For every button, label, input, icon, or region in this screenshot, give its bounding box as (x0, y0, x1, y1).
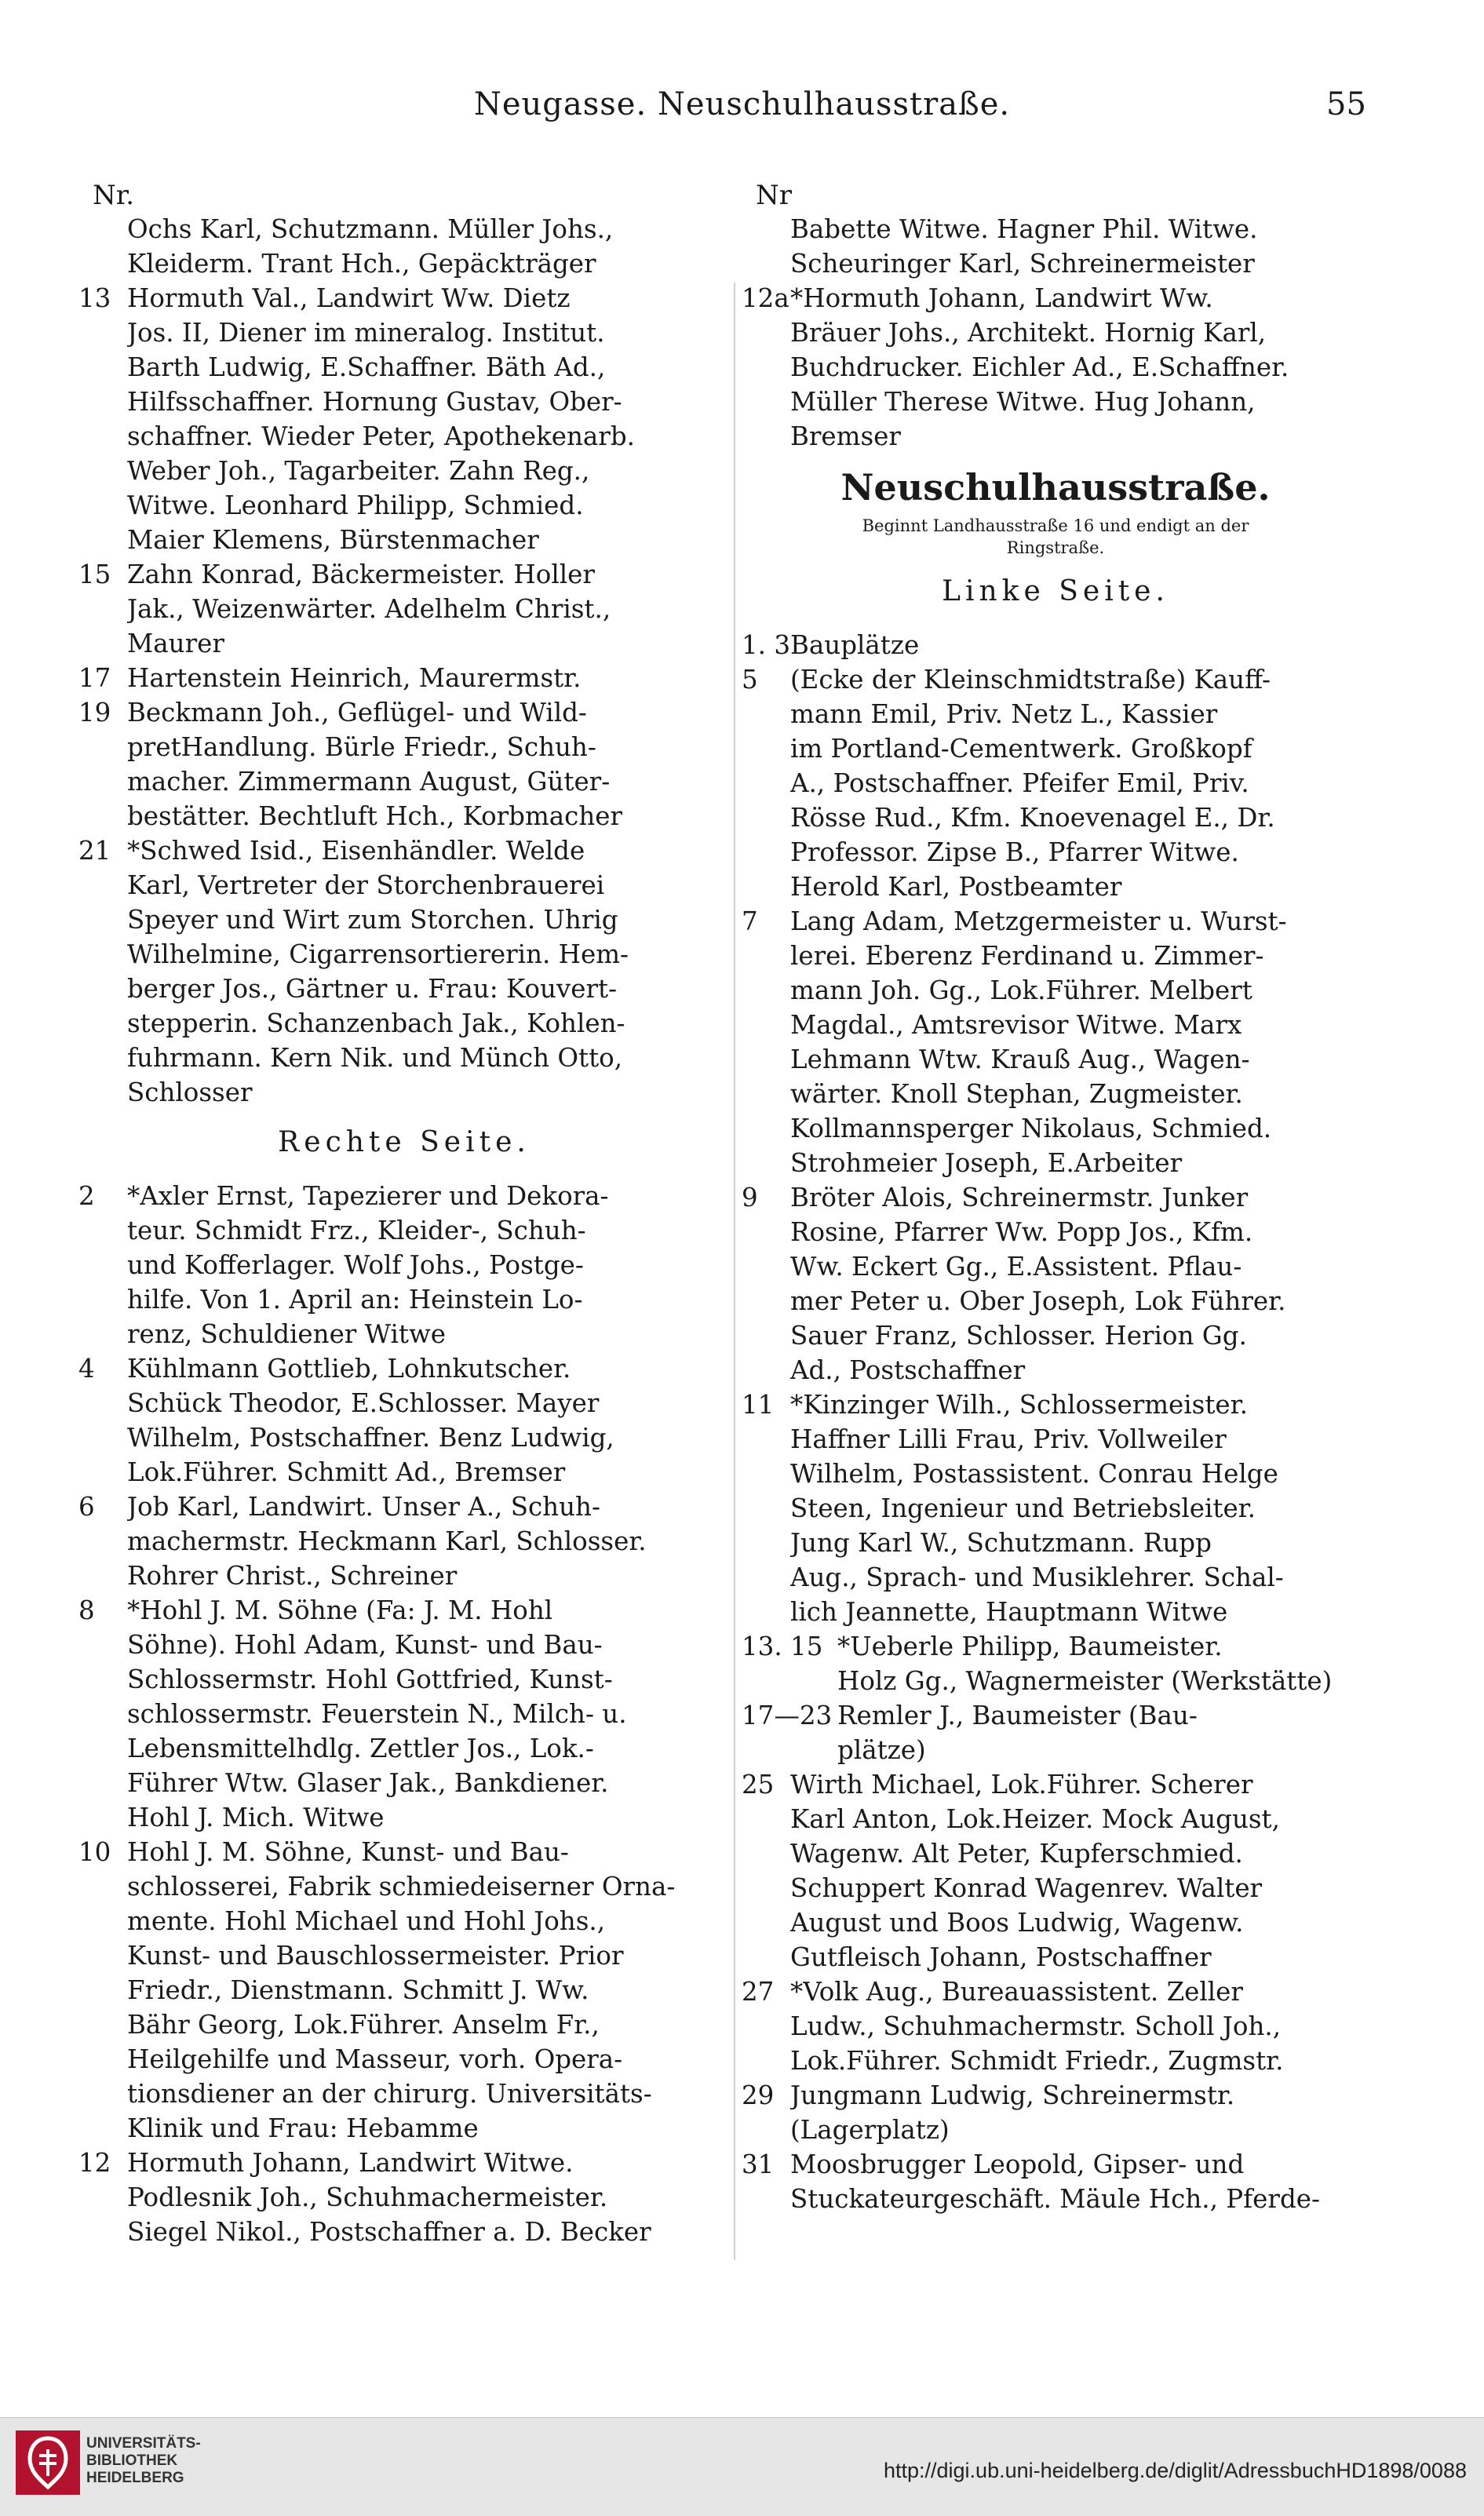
entry-line: mann Joh. Gg., Lok.Führer. Melbert (790, 975, 1252, 1005)
right-entries (742, 212, 1369, 454)
house-number: 4 (78, 1354, 95, 1384)
address-entry (78, 1179, 730, 1351)
address-entry (78, 695, 730, 833)
entry-line: Karl, Vertreter der Storchenbrauerei (127, 870, 605, 900)
address-entry (78, 1593, 730, 1835)
address-entry (742, 1975, 1369, 2078)
entry-line: *Ueberle Philipp, Baumeister. (837, 1632, 1223, 1661)
right-column (742, 179, 1369, 2216)
address-entry (78, 1835, 730, 2146)
entry-line: wärter. Knoll Stephan, Zugmeister. (790, 1079, 1243, 1109)
section-heading-right-side: Rechte Seite. (278, 1126, 531, 1158)
entry-line: Lebensmittelhdlg. Zettler Jos., Lok.- (127, 1734, 594, 1763)
address-entry (78, 833, 730, 1110)
column-divider (734, 283, 735, 2260)
entry-line: Wagenw. Alt Peter, Kupferschmied. (790, 1839, 1243, 1869)
entry-line: Klinik und Frau: Hebamme (127, 2113, 479, 2143)
entry-line: Scheuringer Karl, Schreinermeister (790, 249, 1255, 279)
entry-line: im Portland-Cementwerk. Großkopf (790, 734, 1252, 764)
entry-line: Kollmannsperger Nikolaus, Schmied. (790, 1114, 1272, 1143)
entry-line: Lang Adam, Metzgermeister u. Wurst- (790, 906, 1287, 936)
university-library-logo-icon (16, 2430, 80, 2495)
entry-line: Speyer und Wirt zum Storchen. Uhrig (127, 905, 618, 935)
street-heading: Neuschulhausstraße. (840, 466, 1271, 509)
right-column-number-label: Nr (756, 180, 793, 211)
entry-line: mente. Hohl Michael und Hohl Johs., (127, 1906, 606, 1936)
entry-line: und Kofferlager. Wolf Johs., Postge- (127, 1250, 584, 1280)
entry-line: Beckmann Joh., Geflügel- und Wild- (127, 698, 587, 727)
entry-line: Strohmeier Joseph, E.Arbeiter (790, 1148, 1183, 1178)
entry-line: Stuckateurgeschäft. Mäule Hch., Pferde- (790, 2184, 1320, 2214)
entry-line: Haffner Lilli Frau, Priv. Vollweiler (790, 1424, 1227, 1454)
entry-line: schlossermstr. Feuerstein N., Milch- u. (127, 1699, 627, 1729)
entry-line: Hohl J. M. Söhne, Kunst- und Bau- (127, 1837, 569, 1867)
house-number: 13 (78, 283, 111, 313)
entry-line: pretHandlung. Bürle Friedr., Schuh- (127, 732, 596, 762)
entry-line: Hormuth Johann, Landwirt Witwe. (127, 2148, 574, 2178)
street-note-line: Beginnt Landhausstraße 16 und endigt an der (862, 516, 1249, 535)
entry-line: Jung Karl W., Schutzmann. Rupp (790, 1528, 1212, 1558)
library-name (86, 2435, 201, 2487)
entry-line: Kunst- und Bauschlossermeister. Prior (127, 1941, 624, 1971)
page-number: 55 (1326, 86, 1366, 122)
house-number: 17 (78, 663, 111, 693)
source-url-link[interactable]: http://digi.ub.uni-heidelberg.de/diglit/AdressbuchHD1898/0088 (883, 2459, 1467, 2482)
house-number: 5 (742, 665, 758, 695)
entry-line: Remler J., Baumeister (Bau- (837, 1701, 1198, 1730)
entry-line: Kleiderm. Trant Hch., Gepäckträger (127, 249, 596, 279)
entry-line: Barth Ludwig, E.Schaffner. Bäth Ad., (127, 352, 606, 382)
entry-line: Babette Witwe. Hagner Phil. Witwe. (790, 214, 1258, 244)
entry-line: Rosine, Pfarrer Ww. Popp Jos., Kfm. (790, 1217, 1253, 1247)
entry-line: Bröter Alois, Schreinermstr. Junker (790, 1183, 1249, 1212)
left-column (78, 179, 730, 2249)
address-entry (742, 1629, 1369, 1698)
entry-line: Wilhelmine, Cigarrensortiererin. Hem- (127, 939, 629, 969)
entry-line: Ochs Karl, Schutzmann. Müller Johs., (127, 214, 614, 244)
house-number: 1. 3 (742, 630, 791, 660)
entry-line: Weber Joh., Tagarbeiter. Zahn Reg., (127, 456, 590, 486)
entry-line: Zahn Konrad, Bäckermeister. Holler (127, 560, 595, 589)
house-number: 21 (78, 836, 111, 866)
entry-line: Jak., Weizenwärter. Adelhelm Christ., (127, 594, 611, 624)
entry-line: Ludw., Schuhmachermstr. Scholl Joh., (790, 2011, 1282, 2041)
house-number: 12a (742, 283, 789, 313)
entry-line: berger Jos., Gärtner u. Frau: Kouvert- (127, 974, 618, 1004)
house-number: 7 (742, 906, 758, 936)
entry-line: Hohl J. Mich. Witwe (127, 1803, 385, 1832)
house-number: 12 (78, 2148, 111, 2178)
house-number: 8 (78, 1595, 95, 1625)
entry-line: Schlossermstr. Hohl Gottfried, Kunst- (127, 1665, 613, 1694)
address-entry (78, 2146, 730, 2249)
entry-line: Hartenstein Heinrich, Maurermstr. (127, 663, 582, 693)
address-entry (78, 1351, 730, 1490)
entry-line: Maier Klemens, Bürstenmacher (127, 525, 539, 555)
left-column-number-label: Nr. (93, 180, 135, 211)
house-number: 13. 15 (742, 1632, 823, 1661)
entry-line: August und Boos Ludwig, Wagenw. (790, 1908, 1244, 1938)
entry-line: Witwe. Leonhard Philipp, Schmied. (127, 490, 584, 520)
house-number: 27 (742, 1977, 775, 2007)
entry-line: Schück Theodor, E.Schlosser. Mayer (127, 1388, 600, 1418)
address-entry (78, 1490, 730, 1593)
entry-line: Führer Wtw. Glaser Jak., Bankdiener. (127, 1768, 609, 1798)
entry-line: Wilhelm, Postassistent. Conrau Helge (790, 1459, 1278, 1489)
house-number: 31 (742, 2150, 775, 2179)
entry-line: Heilgehilfe und Masseur, vorh. Opera- (127, 2044, 623, 2074)
entry-line: Friedr., Dienstmann. Schmitt J. Ww. (127, 1975, 589, 2005)
address-entry (78, 661, 730, 695)
address-entry (742, 1698, 1369, 1767)
entry-line: Lok.Führer. Schmitt Ad., Bremser (127, 1457, 566, 1487)
entry-line: schaffner. Wieder Peter, Apothekenarb. (127, 421, 635, 451)
entry-line: macher. Zimmermann August, Güter- (127, 767, 611, 797)
address-entry (742, 904, 1369, 1180)
house-number: 25 (742, 1770, 775, 1799)
entry-line: stepperin. Schanzenbach Jak., Kohlen- (127, 1008, 625, 1038)
house-number: 2 (78, 1181, 95, 1211)
entry-line: *Hormuth Johann, Landwirt Ww. (790, 283, 1213, 313)
address-entry (742, 212, 1369, 281)
section-heading-left-side: Linke Seite. (942, 575, 1169, 607)
house-number: 19 (78, 698, 111, 727)
entry-line: Wilhelm, Postschaffner. Benz Ludwig, (127, 1423, 614, 1453)
entry-line: Karl Anton, Lok.Heizer. Mock August, (790, 1804, 1280, 1834)
address-entry (742, 1180, 1369, 1387)
house-number: 9 (742, 1183, 758, 1212)
entry-line: fuhrmann. Kern Nik. und Münch Otto, (127, 1043, 623, 1073)
entry-line: Söhne). Hohl Adam, Kunst- und Bau- (127, 1630, 603, 1660)
entry-line: *Hohl J. M. Söhne (Fa: J. M. Hohl (127, 1595, 553, 1625)
house-number: 29 (742, 2080, 775, 2110)
entry-line: bestätter. Bechtluft Hch., Korbmacher (127, 801, 623, 831)
address-entry (78, 212, 730, 281)
entry-line: (Ecke der Kleinschmidtstraße) Kauff- (790, 665, 1271, 695)
entry-line: Lok.Führer. Schmidt Friedr., Zugmstr. (790, 2046, 1284, 2076)
entry-line: Holz Gg., Wagnermeister (Werkstätte) (837, 1666, 1333, 1696)
entry-line: Kühlmann Gottlieb, Lohnkutscher. (127, 1354, 571, 1384)
entry-line: Maurer (127, 629, 224, 658)
entry-line: Wirth Michael, Lok.Führer. Scherer (790, 1770, 1253, 1799)
address-entry (742, 1387, 1369, 1629)
address-entry (742, 2078, 1369, 2147)
entry-line: Buchdrucker. Eichler Ad., E.Schaffner. (790, 352, 1289, 382)
library-name-line: HEIDELBERG (86, 2470, 184, 2486)
entry-line: Schlosser (127, 1078, 253, 1107)
entry-line: Job Karl, Landwirt. Unser A., Schuh- (127, 1492, 600, 1522)
entry-line: Sauer Franz, Schlosser. Herion Gg. (790, 1321, 1247, 1351)
entry-line: (Lagerplatz) (790, 2115, 950, 2145)
entry-line: mann Emil, Priv. Netz L., Kassier (790, 699, 1218, 729)
entry-line: Professor. Zipse B., Pfarrer Witwe. (790, 837, 1239, 867)
left-entries-right-side (78, 1179, 730, 2249)
entry-line: mer Peter u. Ober Joseph, Lok Führer. (790, 1286, 1286, 1316)
right-entries-left-side (742, 628, 1369, 2216)
house-number: 10 (78, 1837, 111, 1867)
address-entry (742, 628, 1369, 662)
library-name-line: BIBLIOTHEK (86, 2452, 178, 2469)
entry-line: tionsdiener an der chirurg. Universitäts- (127, 2079, 652, 2109)
entry-line: teur. Schmidt Frz., Kleider-, Schuh- (127, 1216, 586, 1245)
entry-line: *Schwed Isid., Eisenhändler. Welde (127, 836, 585, 866)
entry-line: A., Postschaffner. Pfeifer Emil, Priv. (790, 768, 1249, 798)
entry-line: renz, Schuldiener Witwe (127, 1319, 447, 1349)
address-entry (78, 557, 730, 661)
address-entry (742, 662, 1369, 904)
address-entry (742, 281, 1369, 454)
entry-line: Bräuer Johs., Architekt. Hornig Karl, (790, 318, 1267, 348)
library-name-line: UNIVERSITÄTS- (86, 2435, 201, 2452)
house-number: 15 (78, 560, 111, 589)
entry-line: Herold Karl, Postbeamter (790, 872, 1122, 902)
entry-line: Aug., Sprach- und Musiklehrer. Schal- (790, 1562, 1284, 1592)
entry-line: Jungmann Ludwig, Schreinermstr. (790, 2080, 1235, 2110)
entry-line: *Kinzinger Wilh., Schlossermeister. (790, 1390, 1248, 1420)
entry-line: Magdal., Amtsrevisor Witwe. Marx (790, 1010, 1242, 1040)
entry-line: Schuppert Konrad Wagenrev. Walter (790, 1873, 1263, 1903)
entry-line: Bauplätze (790, 630, 920, 660)
street-note-line: Ringstraße. (1006, 538, 1105, 557)
entry-line: *Volk Aug., Bureauassistent. Zeller (790, 1977, 1243, 2007)
entry-line: Bremser (790, 421, 901, 451)
entry-line: Bähr Georg, Lok.Führer. Anselm Fr., (127, 2010, 600, 2040)
entry-line: Lehmann Wtw. Krauß Aug., Wagen- (790, 1045, 1250, 1074)
entry-line: machermstr. Heckmann Karl, Schlosser. (127, 1526, 647, 1556)
library-footer (0, 2417, 1484, 2516)
address-entry (742, 1767, 1369, 1975)
entry-line: hilfe. Von 1. April an: Heinstein Lo- (127, 1285, 583, 1315)
house-number: 17—23 (742, 1701, 833, 1730)
entry-line: Rohrer Christ., Schreiner (127, 1561, 458, 1591)
entry-line: schlosserei, Fabrik schmiedeiserner Orna- (127, 1872, 676, 1902)
entry-line: Hormuth Val., Landwirt Ww. Dietz (127, 283, 571, 313)
entry-line: plätze) (837, 1735, 926, 1765)
entry-line: Moosbrugger Leopold, Gipser- und (790, 2150, 1245, 2179)
entry-line: Ww. Eckert Gg., E.Assistent. Pflau- (790, 1252, 1242, 1282)
entry-line: lerei. Eberenz Ferdinand u. Zimmer- (790, 941, 1264, 971)
house-number: 6 (78, 1492, 95, 1522)
entry-line: Rösse Rud., Kfm. Knoevenagel E., Dr. (790, 803, 1275, 833)
address-entry (78, 281, 730, 557)
entry-line: Podlesnik Joh., Schuhmachermeister. (127, 2182, 608, 2212)
entry-line: Jos. II, Diener im mineralog. Institut. (127, 318, 605, 348)
entry-line: Ad., Postschaffner (790, 1355, 1026, 1385)
entry-line: lich Jeannette, Hauptmann Witwe (790, 1597, 1228, 1627)
address-entry (742, 2147, 1369, 2216)
entry-line: Steen, Ingenieur und Betriebsleiter. (790, 1493, 1256, 1523)
house-number: 11 (742, 1390, 775, 1420)
left-entries (78, 212, 730, 1110)
entry-line: Müller Therese Witwe. Hug Johann, (790, 387, 1256, 417)
entry-line: Gutfleisch Johann, Postschaffner (790, 1942, 1212, 1972)
running-head-title: Neugasse. Neuschulhausstraße. (473, 86, 1011, 122)
entry-line: *Axler Ernst, Tapezierer und Dekora- (127, 1181, 609, 1211)
entry-line: Hilfsschaffner. Hornung Gustav, Ober- (127, 387, 622, 417)
entry-line: Siegel Nikol., Postschaffner a. D. Becker (127, 2217, 651, 2247)
